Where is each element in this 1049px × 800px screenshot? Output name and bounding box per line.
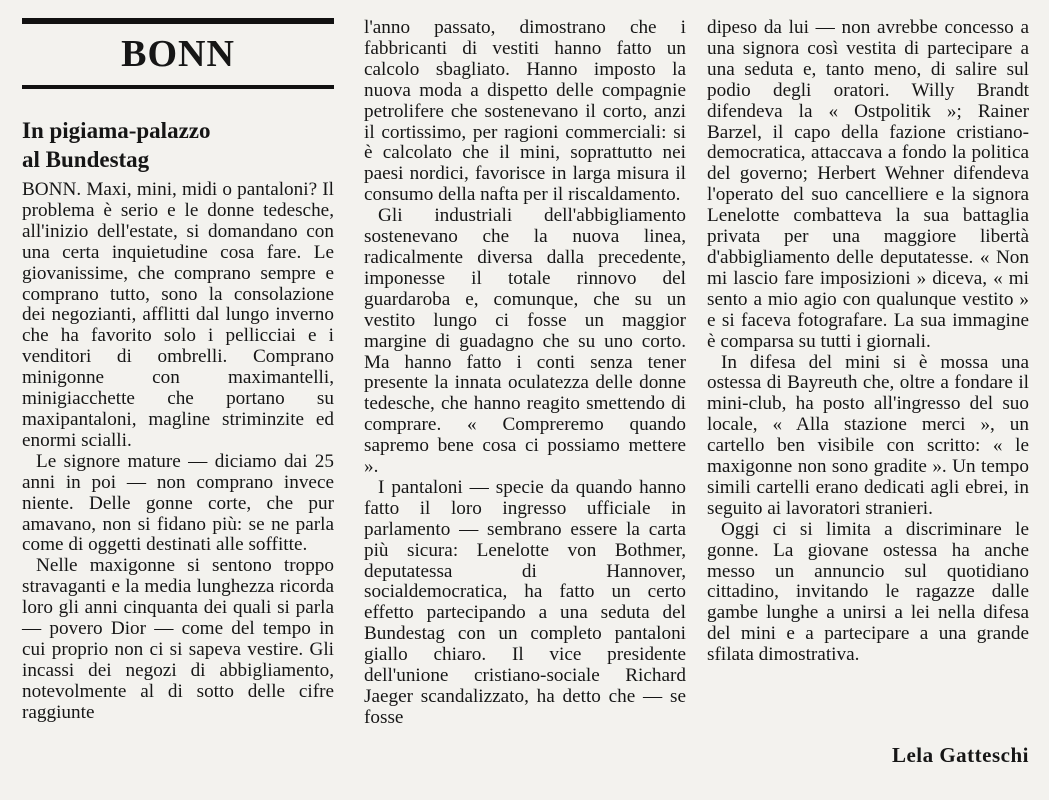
paragraph-3-start: Nelle maxigonne si sentono troppo stravaganti e la media lunghezza ricorda loro gli anni cinquanta dei quali si parla — povero Dior — come del tempo in cui proprio non ci si sapeva vestire. Gli incassi dei negozi di abbigliamento, notevolmente al di sotto delle cifre raggiunte (22, 555, 334, 723)
column-1-text (22, 180, 334, 724)
paragraph-2: Le signore mature — diciamo dai 25 anni in poi — non comprano invece niente. Delle gonne corte, che pur amavano, non si fidano più: se ne parla come di oggetti destinati alle soffitte. (22, 450, 334, 556)
paragraph-4: Gli industriali dell'abbigliamento sostenevano che la nuova linea, radicalmente diversa dalla precedente, imponesse il totale rinnovo del guardaroba e, comunque, che su un vestito lungo ci fosse un maggior margine di guadagno che su uno corto. Ma hanno fatto i conti senza tener presente la innata oculatezza delle donne tedesche, che hanno reagito smettendo di comprare. « Compreremo quando sapremo bene cosa ci possiamo mettere ». (364, 205, 686, 478)
headline-line-1: In pigiama-palazzo (22, 118, 211, 143)
headline (22, 116, 334, 174)
paragraph-3-continued: l'anno passato, dimostrano che i fabbricanti di vestiti hanno fatto un calcolo sbagliato. Hanno imposto la nuova moda a dispetto delle compagnie petrolifere che sostenevano il corto, anzi il cortissimo, per ragioni commerciali: si è calcolato che il mini, soprattutto nei paesi nordici, favorisce in larga misura il consumo della nafta per il riscaldamento. (364, 17, 686, 206)
paragraph-5-continued: dipeso da lui — non avrebbe concesso a una signora così vestita di partecipare a una seduta e, tanto meno, di salire sul podio degli oratori. Willy Brandt difendeva la « Ostpolitik »; Rainer Barzel, il capo della fazione cristiano-democratica, attaccava a fondo la politica del governo; Herbert Wehner difendeva l'operato del suo cancelliere e la signora Lenelotte combatteva la sua battaglia privata per una maggiore libertà d'abbigliamento delle deputatesse. « Non mi lascio fare imposizioni » diceva, « mi sento a mio agio con qualunque vestito » e si faceva fotografare. La sua immagine è comparsa su tutti i giornali. (707, 17, 1029, 352)
paragraph-1: BONN. Maxi, mini, midi o pantaloni? Il problema è serio e le donne tedesche, all'inizio dell'estate, si domandano con una certa inquietudine cosa fare. Le giovanissime, che comprano sempre e comprano tutto, sono la consolazione dei negozianti, afflitti dal lungo inverno che ha favorito solo i pellicciai e i venditori di ombrelli. Comprano minigonne con maximantelli, minigiacchette che portano su maxipantaloni, magline striminzite ed enormi scialli. (22, 179, 334, 451)
column-2-text (364, 18, 686, 729)
paragraph-7: Oggi ci si limita a discriminare le gonne. La giovane ostessa ha anche messo un annuncio sul quotidiano cittadino, invitando le ragazze dalle gambe lunghe a unirsi a lei nella difesa del mini e a partecipare a una grande sfilata dimostrativa. (707, 518, 1029, 666)
headline-line-2: al Bundestag (22, 147, 150, 172)
paragraph-6: In difesa del mini si è mossa una ostessa di Bayreuth che, oltre a fondare il mini-club, ha posto all'ingresso del suo locale, « Alla stazione merci », un cartello ben visibile con scritto: « le maxigonne non sono gradite ». Un tempo simili cartelli erano dedicati agli ebrei, in seguito ai lavoratori stranieri. (707, 351, 1029, 519)
section-title: BONN (121, 33, 235, 75)
paragraph-5-start: I pantaloni — specie da quando hanno fatto il loro ingresso ufficiale in parlamento — sembrano essere la carta più sicura: Lenelotte von Bothmer, deputatessa di Hannover, socialdemocratica, ha fatto un certo effetto partecipando a una seduta del Bundestag con un completo pantaloni giallo chiaro. Il vice presidente dell'unione cristiano-sociale Richard Jaeger scandalizzato, ha detto che — se fosse (364, 476, 686, 728)
top-rule (22, 18, 334, 24)
column-3-text (707, 18, 1029, 666)
byline: Lela Gatteschi (891, 743, 1029, 767)
section-rule (22, 85, 334, 89)
